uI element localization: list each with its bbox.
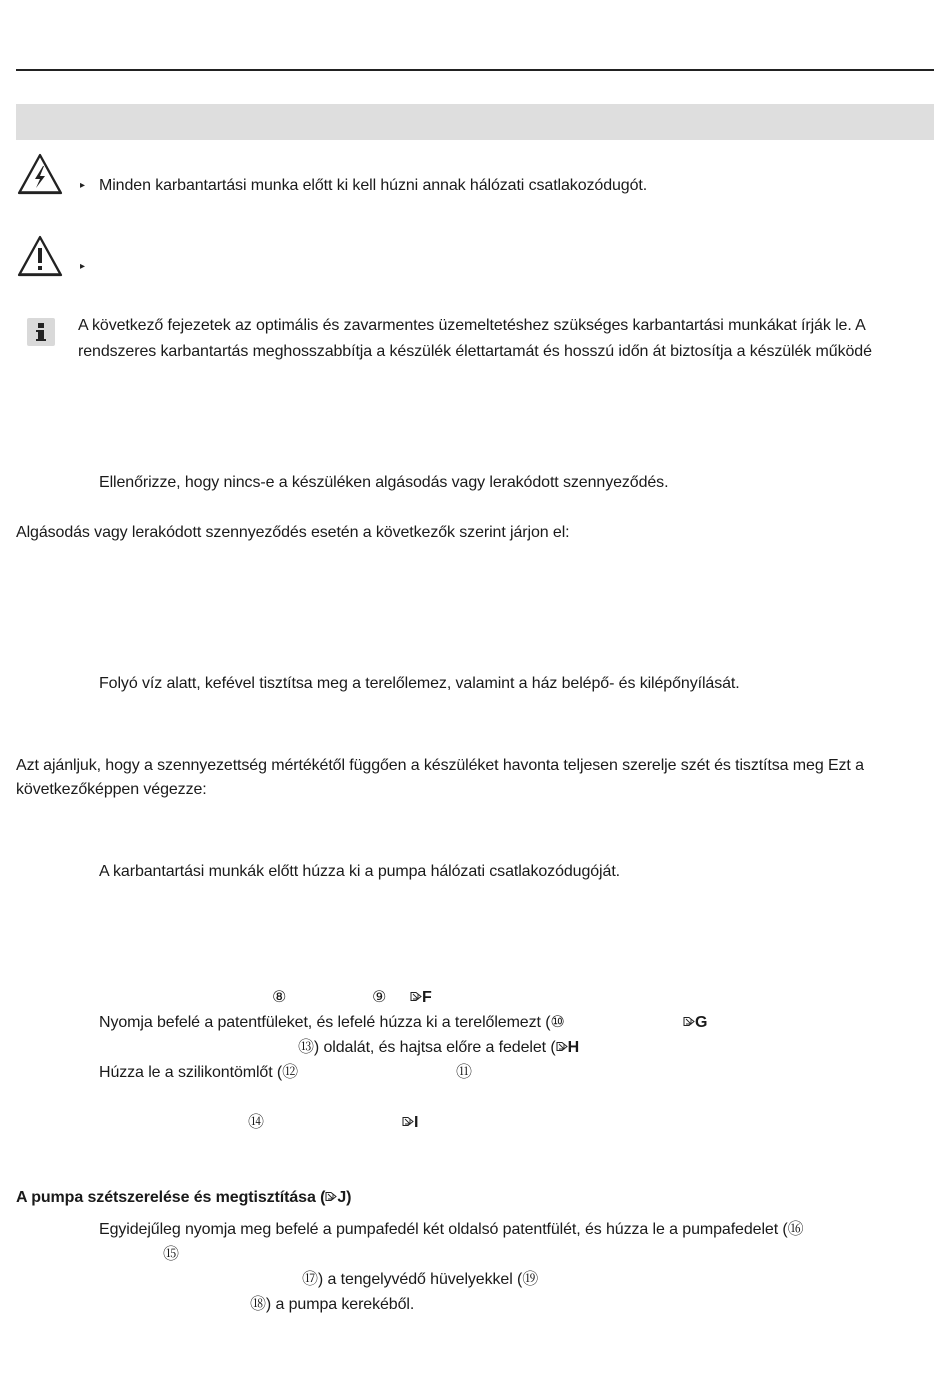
step-text-deflector: Nyomja befelé a patentfüleket, és lefelé húzza ki a terelőlemezt (⑩ <box>99 1014 565 1031</box>
electric-warning-icon <box>16 152 64 196</box>
step-text-hose: Húzza le a szilikontömlőt (⑫ <box>99 1064 299 1081</box>
info-icon <box>27 318 55 346</box>
algae-paragraph: Algásodás vagy lerakódott szennyeződés esetén a következők szerint járjon el: <box>16 524 570 541</box>
step-ref-11: ⑪ <box>456 1064 472 1081</box>
pump-heading <box>16 1188 351 1208</box>
check-instruction: Ellenőrizze, hogy nincs-e a készüléken algásodás vagy lerakódott szennyeződés. <box>99 474 669 491</box>
caution-warning-icon <box>16 234 64 278</box>
pump-step-4: ⑱) a pumpa kerekéből. <box>250 1296 415 1313</box>
figure-letter: H <box>567 1039 580 1056</box>
step-ref-8: ⑧ <box>272 989 287 1006</box>
figure-arrow-icon <box>556 1042 568 1051</box>
info-line-1: A következő fejezetek az optimális és zavarmentes üzemeltetéshez szükséges karbantartási munkákat írják le. A <box>78 317 866 334</box>
section-header-band <box>16 104 934 140</box>
step-ref-9: ⑨ <box>372 989 387 1006</box>
step-ref-14: ⑭ <box>248 1114 264 1131</box>
figure-letter: G <box>695 1014 708 1031</box>
figure-ref-F <box>410 988 432 1008</box>
figure-arrow-icon <box>410 992 422 1001</box>
figure-ref-G <box>683 1013 707 1033</box>
recommend-line-2: következőképpen végezze: <box>16 781 207 798</box>
figure-letter: I <box>414 1114 419 1131</box>
pump-heading-fig: J) <box>337 1189 352 1206</box>
figure-letter: F <box>422 989 432 1006</box>
recommend-line-1: Azt ajánljuk, hogy a szennyezettség mértékétől függően a készüléket havonta teljesen szerelje szét és tisztítsa meg Ezt a <box>16 757 864 774</box>
pump-step-1: Egyidejűleg nyomja meg befelé a pumpafedél két oldalsó patentfülét, és húzza le a pumpafedelet (⑯ <box>99 1221 804 1238</box>
pump-ref-15: ⑮ <box>163 1246 179 1263</box>
figure-arrow-icon <box>683 1017 695 1026</box>
unplug-instruction: A karbantartási munkák előtt húzza ki a pumpa hálózati csatlakozódugóját. <box>99 863 621 880</box>
step-text-cover <box>298 1038 579 1058</box>
step-text-cover-body: ⑬) oldalát, és hajtsa előre a fedelet ( <box>298 1039 556 1056</box>
warning-bullet: ▸ <box>80 261 85 272</box>
top-rule <box>16 69 934 71</box>
figure-ref-I <box>402 1113 418 1133</box>
figure-arrow-icon <box>325 1192 337 1201</box>
rinse-instruction: Folyó víz alatt, kefével tisztítsa meg a terelőlemez, valamint a ház belépő- és kilépőnyílását. <box>99 675 740 692</box>
info-line-2: rendszeres karbantartás meghosszabbítja a készülék élettartamát és hosszú időn át biztosítja a készülék működé <box>78 343 872 360</box>
figure-arrow-icon <box>402 1117 414 1126</box>
warning-bullet: ▸ <box>80 180 85 191</box>
pump-heading-text: A pumpa szétszerelése és megtisztítása ( <box>16 1189 326 1206</box>
pump-step-3: ⑰) a tengelyvédő hüvelyekkel (⑲ <box>302 1271 539 1288</box>
electric-warning-text: Minden karbantartási munka előtt ki kell húzni annak hálózati csatlakozódugót. <box>99 177 648 194</box>
